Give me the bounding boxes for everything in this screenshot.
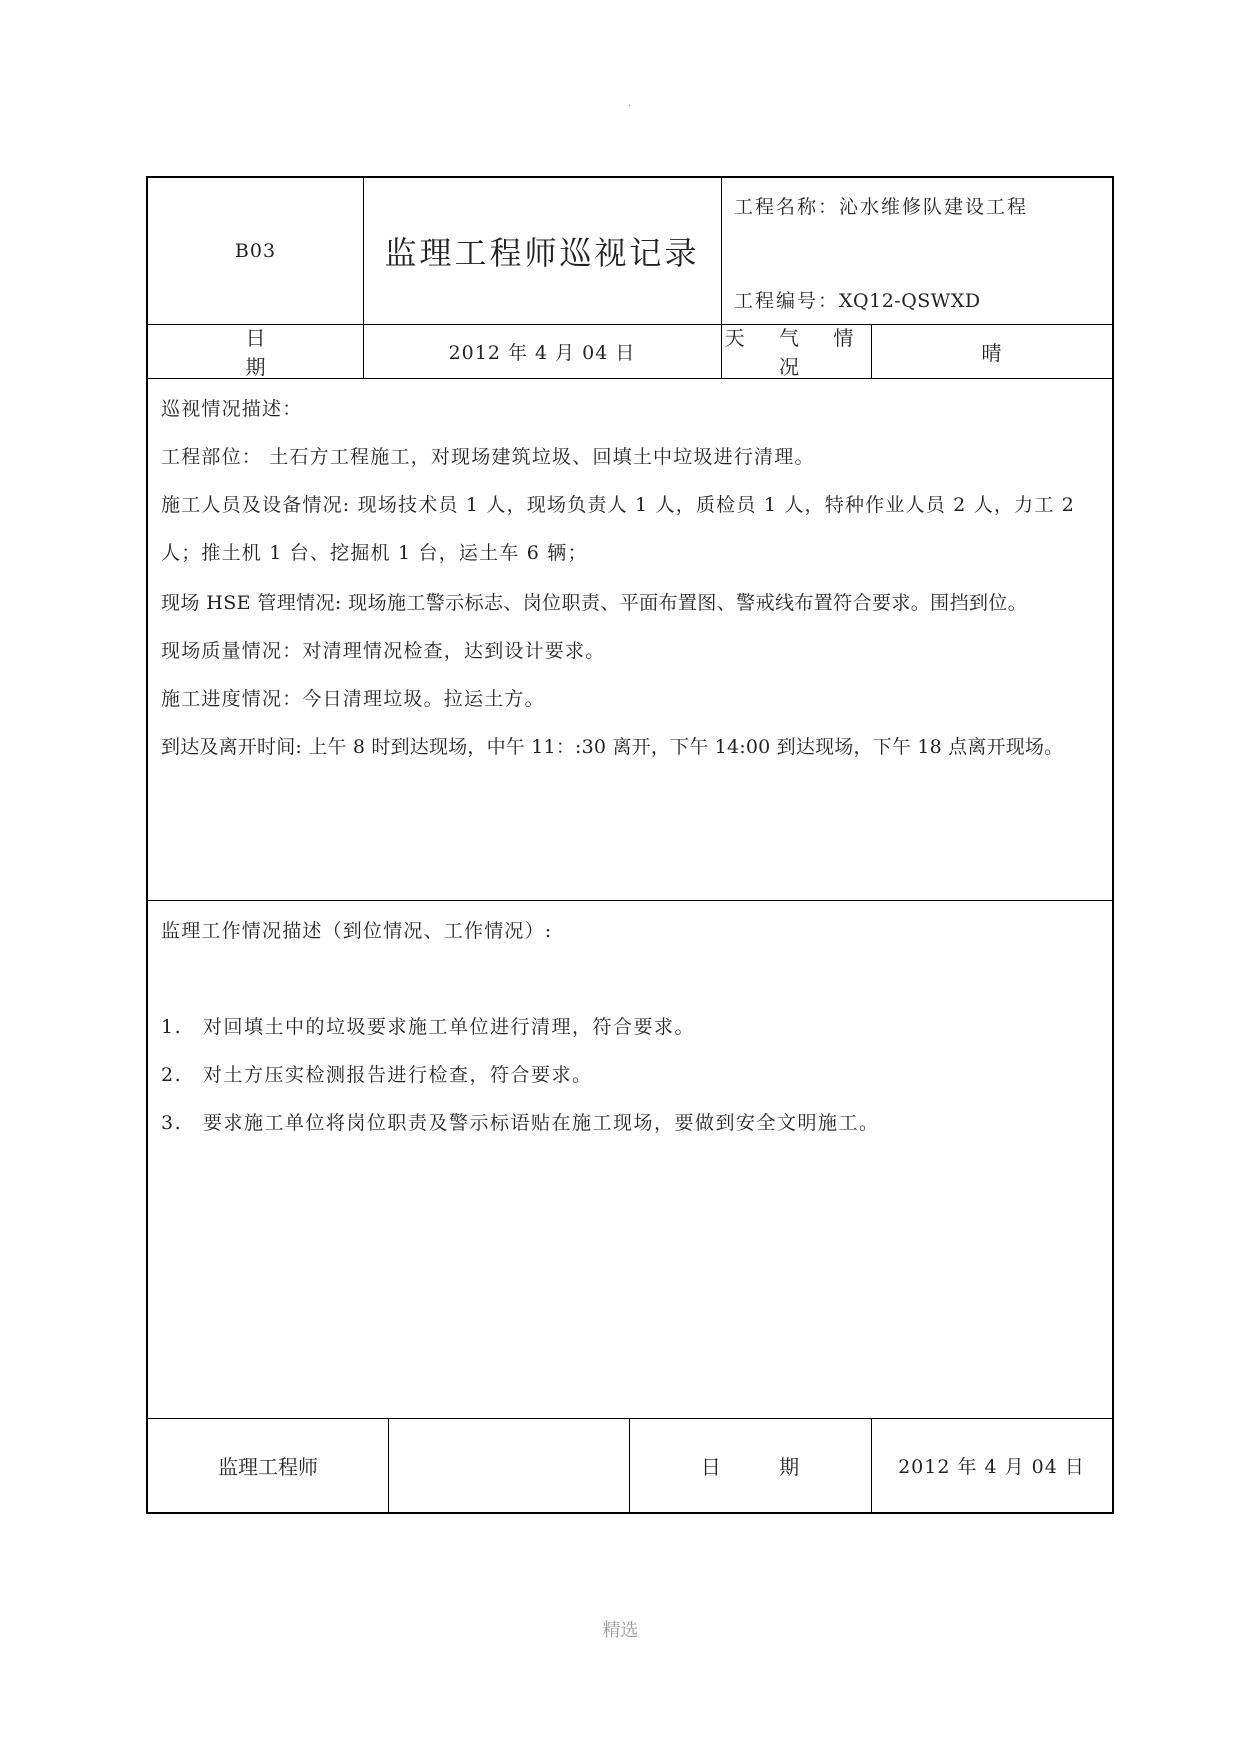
work-item-text: 对回填土中的垃圾要求施工单位进行清理，符合要求。 [203, 1016, 696, 1038]
work-section [148, 900, 1112, 1418]
date-label: 日 期 [245, 326, 330, 379]
date-value: 2012 年 4 月 04 日 [448, 341, 636, 364]
inspection-line: 施工人员及设备情况: 现场技术员 1 人，现场负责人 1 人，质检员 1 人，特种作业人员 2 人，力工 2 [161, 494, 1076, 516]
footer-date-value: 2012 年 4 月 04 日 [898, 1455, 1085, 1478]
inspection-line: 现场 HSE 管理情况: 现场施工警示标志、岗位职责、平面布置图、警戒线布置符合要求。围挡到位。 [161, 592, 1028, 614]
inspection-line: 工程部位： 土石方工程施工，对现场建筑垃圾、回填土中垃圾进行清理。 [161, 446, 815, 468]
project-name-field [734, 192, 1028, 219]
work-item [161, 1060, 593, 1087]
form-code: B03 [234, 240, 277, 262]
project-no-label: 工程编号： [734, 290, 840, 312]
inspection-section [148, 378, 1112, 900]
inspection-line: 人；推土机 1 台、挖掘机 1 台，运土车 6 辆； [161, 542, 588, 564]
project-name-value: 沁水维修队建设工程 [839, 196, 1029, 218]
page-footer: 精选 [602, 1620, 639, 1641]
work-item [161, 1108, 880, 1135]
work-item-number: 2. [161, 1064, 183, 1086]
inspection-line: 现场质量情况：对清理情况检查，达到设计要求。 [161, 640, 606, 662]
project-no-field [734, 286, 981, 313]
inspection-record-form [146, 176, 1114, 1514]
weather-label: 天 气 情 况 [724, 326, 868, 379]
work-item [161, 1012, 695, 1039]
footer-date-label: 日 期 [700, 1454, 826, 1479]
page-mark: . [628, 98, 632, 109]
project-name-label: 工程名称： [734, 196, 840, 218]
engineer-label: 监理工程师 [218, 1454, 318, 1479]
work-item-number: 3. [161, 1112, 183, 1134]
inspection-line: 施工进度情况：今日清理垃圾。拉运土方。 [161, 688, 545, 710]
inspection-heading: 巡视情况描述： [161, 398, 303, 420]
weather-value: 晴 [981, 340, 1002, 365]
form-title: 监理工程师巡视记录 [384, 234, 700, 272]
project-no-value: XQ12-QSWXD [839, 290, 981, 312]
work-item-text: 要求施工单位将岗位职责及警示标语贴在施工现场，要做到安全文明施工。 [203, 1112, 880, 1134]
work-heading: 监理工作情况描述（到位情况、工作情况）: [161, 920, 553, 942]
inspection-line: 到达及离开时间: 上午 8 时到达现场，中午 11：:30 离开，下午 14:00 到达现场，下午 18 点离开现场。 [161, 736, 1064, 758]
work-item-number: 1. [161, 1016, 183, 1038]
engineer-signature-field[interactable] [388, 1418, 629, 1512]
work-item-text: 对土方压实检测报告进行检查，符合要求。 [203, 1064, 593, 1086]
